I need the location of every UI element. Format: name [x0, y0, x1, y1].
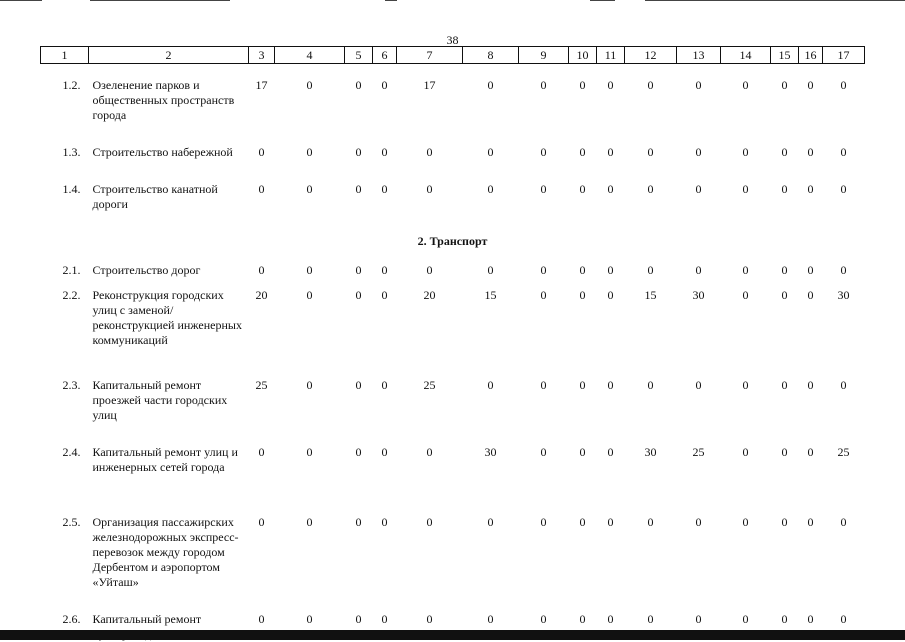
column-header-17: 17 — [823, 47, 865, 64]
value-cell: 0 — [540, 378, 547, 392]
value-cell: 0 — [807, 263, 814, 277]
value-cell: 15 — [484, 288, 497, 302]
value-cell: 0 — [381, 612, 388, 626]
value-cell: 0 — [426, 515, 433, 529]
value-cell: 0 — [695, 263, 702, 277]
column-header-10: 10 — [569, 47, 597, 64]
table-row — [41, 160, 865, 212]
value-cell: 0 — [781, 515, 788, 529]
value-cell: 0 — [426, 263, 433, 277]
value-cell: 25 — [692, 445, 705, 459]
table-row — [41, 475, 865, 590]
value-cell: 0 — [381, 445, 388, 459]
value-cell: 0 — [579, 288, 586, 302]
value-cell: 0 — [607, 378, 614, 392]
value-cell: 0 — [355, 182, 362, 196]
value-cell: 0 — [487, 515, 494, 529]
value-cell: 0 — [742, 378, 749, 392]
value-cell: 0 — [258, 515, 265, 529]
value-cell: 0 — [695, 78, 702, 92]
value-cell: 0 — [258, 445, 265, 459]
table-row — [41, 348, 865, 423]
column-header-15: 15 — [771, 47, 799, 64]
row-name: Строительство канатной дороги — [92, 182, 218, 211]
value-cell: 0 — [695, 182, 702, 196]
section-row — [41, 212, 865, 249]
row-name: Капитальный ремонт проезжей части городских улиц — [92, 378, 228, 422]
table-row — [41, 249, 865, 278]
value-cell: 0 — [781, 145, 788, 159]
value-cell: 0 — [381, 378, 388, 392]
column-header-14: 14 — [721, 47, 771, 64]
value-cell: 0 — [306, 445, 313, 459]
value-cell: 0 — [647, 145, 654, 159]
row-number: 2.5. — [62, 515, 81, 529]
value-cell: 0 — [840, 182, 847, 196]
value-cell: 0 — [607, 145, 614, 159]
value-cell: 0 — [695, 145, 702, 159]
value-cell: 0 — [695, 378, 702, 392]
value-cell: 0 — [781, 288, 788, 302]
value-cell: 0 — [579, 612, 586, 626]
column-header-4: 4 — [275, 47, 345, 64]
column-header-2: 2 — [89, 47, 249, 64]
column-header-6: 6 — [373, 47, 397, 64]
row-name: Реконструкция городских улиц с заменой/ реконструкцией инженерных коммуникаций — [92, 288, 242, 347]
value-cell: 0 — [781, 445, 788, 459]
value-cell: 0 — [607, 78, 614, 92]
value-cell: 0 — [647, 515, 654, 529]
value-cell: 0 — [355, 263, 362, 277]
scan-edge-line — [590, 0, 615, 1]
row-name: Капитальный ремонт улиц и инженерных сетей города — [92, 445, 238, 474]
value-cell: 0 — [381, 515, 388, 529]
scan-edge-line — [0, 0, 42, 1]
row-number: 2.6. — [62, 612, 81, 626]
value-cell: 0 — [355, 288, 362, 302]
value-cell: 0 — [258, 612, 265, 626]
page-number: 38 — [446, 33, 459, 47]
value-cell: 0 — [426, 145, 433, 159]
table-row — [41, 423, 865, 475]
value-cell: 20 — [255, 288, 268, 302]
value-cell: 0 — [807, 145, 814, 159]
header-row — [41, 47, 865, 64]
value-cell: 0 — [840, 263, 847, 277]
value-cell: 15 — [644, 288, 657, 302]
value-cell: 0 — [579, 515, 586, 529]
value-cell: 0 — [381, 145, 388, 159]
value-cell: 0 — [355, 515, 362, 529]
value-cell: 0 — [742, 445, 749, 459]
table-row — [41, 278, 865, 348]
value-cell: 0 — [742, 182, 749, 196]
value-cell: 0 — [579, 78, 586, 92]
value-cell: 0 — [355, 612, 362, 626]
value-cell: 0 — [306, 612, 313, 626]
value-cell: 0 — [540, 263, 547, 277]
column-header-11: 11 — [597, 47, 625, 64]
value-cell: 0 — [381, 78, 388, 92]
row-number: 2.3. — [62, 378, 81, 392]
row-number: 1.3. — [62, 145, 81, 159]
column-header-5: 5 — [345, 47, 373, 64]
row-name: Строительство дорог — [92, 263, 201, 277]
value-cell: 0 — [355, 378, 362, 392]
value-cell: 0 — [579, 263, 586, 277]
value-cell: 0 — [355, 445, 362, 459]
value-cell: 0 — [306, 78, 313, 92]
value-cell: 0 — [540, 612, 547, 626]
row-name: Капитальный ремонт — [92, 612, 202, 626]
value-cell: 0 — [487, 78, 494, 92]
value-cell: 0 — [695, 515, 702, 529]
value-cell: 0 — [742, 515, 749, 529]
value-cell: 0 — [647, 182, 654, 196]
column-header-16: 16 — [799, 47, 823, 64]
value-cell: 0 — [540, 145, 547, 159]
value-cell: 0 — [840, 612, 847, 626]
row-number: 2.1. — [62, 263, 81, 277]
value-cell: 0 — [807, 515, 814, 529]
value-cell: 30 — [484, 445, 497, 459]
value-cell: 0 — [781, 182, 788, 196]
value-cell: 0 — [306, 182, 313, 196]
value-cell: 0 — [742, 145, 749, 159]
value-cell: 0 — [695, 612, 702, 626]
value-cell: 0 — [781, 612, 788, 626]
value-cell: 0 — [607, 515, 614, 529]
value-cell: 0 — [306, 288, 313, 302]
value-cell: 0 — [306, 378, 313, 392]
column-header-12: 12 — [625, 47, 677, 64]
value-cell: 0 — [426, 445, 433, 459]
table-row — [41, 64, 865, 124]
column-header-7: 7 — [397, 47, 463, 64]
value-cell: 0 — [579, 145, 586, 159]
value-cell: 17 — [423, 78, 436, 92]
value-cell: 0 — [355, 145, 362, 159]
column-header-9: 9 — [519, 47, 569, 64]
scan-edge-line — [645, 0, 905, 1]
value-cell: 0 — [647, 378, 654, 392]
value-cell: 0 — [807, 612, 814, 626]
row-number: 1.2. — [62, 78, 81, 92]
scan-edge-line — [385, 0, 397, 1]
value-cell: 0 — [381, 263, 388, 277]
value-cell: 0 — [781, 78, 788, 92]
value-cell: 0 — [807, 78, 814, 92]
value-cell: 0 — [258, 145, 265, 159]
value-cell: 0 — [540, 515, 547, 529]
row-name: Озеленение парков и общественных пространств города — [92, 78, 235, 122]
value-cell: 0 — [742, 78, 749, 92]
value-cell: 0 — [355, 78, 362, 92]
column-header-8: 8 — [463, 47, 519, 64]
value-cell: 0 — [487, 263, 494, 277]
value-cell: 20 — [423, 288, 436, 302]
row-number: 2.2. — [62, 288, 81, 302]
value-cell: 25 — [255, 378, 268, 392]
column-header-1: 1 — [41, 47, 89, 64]
value-cell: 0 — [807, 445, 814, 459]
value-cell: 0 — [258, 263, 265, 277]
value-cell: 0 — [647, 78, 654, 92]
value-cell: 0 — [306, 145, 313, 159]
row-name: Организация пассажирских железнодорожных экспресс-перевозок между городом Дербентом и аэропортом «Уйташ» — [92, 515, 239, 589]
value-cell: 0 — [742, 288, 749, 302]
row-number: 2.4. — [62, 445, 81, 459]
value-cell: 0 — [306, 515, 313, 529]
value-cell: 0 — [540, 182, 547, 196]
value-cell: 0 — [840, 378, 847, 392]
section-title: 2. Транспорт — [417, 234, 488, 248]
scan-edge-line — [90, 0, 230, 1]
column-header-13: 13 — [677, 47, 721, 64]
value-cell: 0 — [840, 145, 847, 159]
value-cell: 30 — [837, 288, 850, 302]
value-cell: 0 — [487, 612, 494, 626]
value-cell: 0 — [381, 288, 388, 302]
value-cell: 0 — [381, 182, 388, 196]
value-cell: 0 — [742, 612, 749, 626]
value-cell: 0 — [426, 182, 433, 196]
value-cell: 0 — [607, 263, 614, 277]
value-cell: 0 — [807, 288, 814, 302]
value-cell: 0 — [487, 145, 494, 159]
value-cell: 0 — [607, 612, 614, 626]
value-cell: 0 — [540, 288, 547, 302]
value-cell: 0 — [840, 78, 847, 92]
value-cell: 0 — [579, 378, 586, 392]
table-row — [41, 123, 865, 160]
value-cell: 0 — [840, 515, 847, 529]
value-cell: 0 — [607, 288, 614, 302]
scan-bottom-edge — [0, 630, 905, 640]
value-cell: 25 — [837, 445, 850, 459]
value-cell: 0 — [647, 612, 654, 626]
value-cell: 30 — [692, 288, 705, 302]
value-cell: 0 — [426, 612, 433, 626]
value-cell: 0 — [781, 378, 788, 392]
value-cell: 0 — [647, 263, 654, 277]
value-cell: 0 — [807, 182, 814, 196]
value-cell: 0 — [540, 445, 547, 459]
row-name: Строительство набережной — [92, 145, 233, 159]
data-table — [40, 46, 865, 642]
value-cell: 0 — [607, 182, 614, 196]
value-cell: 17 — [255, 78, 268, 92]
value-cell: 0 — [742, 263, 749, 277]
value-cell: 0 — [607, 445, 614, 459]
value-cell: 0 — [781, 263, 788, 277]
value-cell: 0 — [807, 378, 814, 392]
value-cell: 0 — [306, 263, 313, 277]
value-cell: 0 — [487, 378, 494, 392]
value-cell: 0 — [258, 182, 265, 196]
value-cell: 0 — [579, 182, 586, 196]
value-cell: 0 — [579, 445, 586, 459]
value-cell: 0 — [487, 182, 494, 196]
value-cell: 0 — [540, 78, 547, 92]
value-cell: 25 — [423, 378, 436, 392]
column-header-3: 3 — [249, 47, 275, 64]
row-number: 1.4. — [62, 182, 81, 196]
value-cell: 30 — [644, 445, 657, 459]
